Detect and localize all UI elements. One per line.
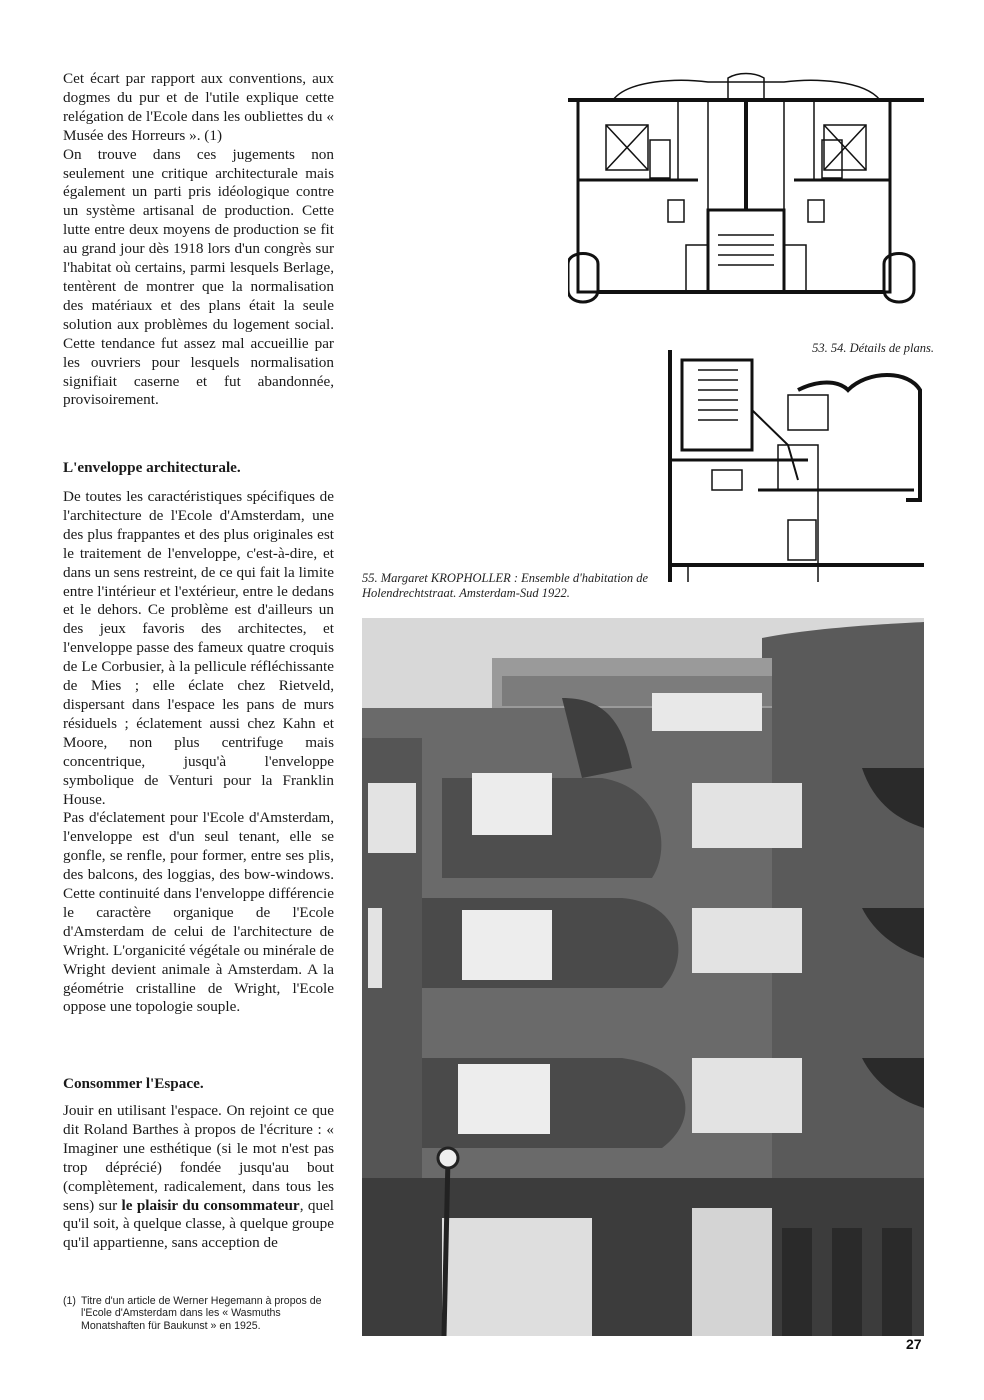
caption-plans: 53. 54. Détails de plans. [812,341,934,355]
section-heading-envelope [63,459,334,478]
text-column-top [63,70,334,410]
page-number: 27 [906,1336,922,1352]
section-heading-space [63,1075,334,1094]
text-column-bottom [63,1102,334,1253]
text-column-middle [63,488,334,1017]
paragraph-5 [63,1102,334,1253]
footnote [63,1295,343,1332]
heading-space: Consommer l'Espace. [63,1075,204,1092]
footnote-number: (1) [63,1295,76,1307]
heading-envelope: L'enveloppe architecturale. [63,459,241,476]
caption-photo: 55. Margaret KROPHOLLER : Ensemble d'habitation de Holendrechtstraat. Amsterdam-Sud 1922. [362,571,649,600]
paragraph-5-bold: le plaisir du consommateur [121,1196,300,1214]
footnote-text: Titre d'un article de Werner Hegemann à propos de l'Ecole d'Amsterdam dans les « Wasmuths Monatshaften für Baukunst » en 1925. [81,1295,322,1332]
paragraph-5-end: , quel qu'il soit, à quelque classe, à quelque groupe qu'il appartienne, sans acception de [63,1196,334,1252]
floor-plan-54 [668,350,924,582]
paragraph-1: Cet écart par rapport aux conventions, aux dogmes du pur et de l'utile explique cette relégation de l'Ecole dans les oubliettes du « Musée des Horreurs ». (1) [63,70,334,144]
paragraph-5-start: Jouir en utilisant l'espace. On rejoint ce que dit Roland Barthes à propos de l'écriture : « Imaginer une esthétique (si le mot n'est pas trop déprécié) fondée jusqu'au bout (complètement, radicalement, dans tous les sens) sur [63,1102,334,1214]
paragraph-3: De toutes les caractéristiques spécifiques de l'architecture de l'Ecole d'Amsterdam, une des plus frappantes et des plus originales est le traitement de l'enveloppe, c'est-à-dire, et dans un sens restreint, de ce qui fait la limite entre l'intérieur et l'extérieur, entre le dedans et le dehors. Ce problème est d'ailleurs un des jeux favoris des architectes, et l'enveloppe passe des fameux quatre croquis de Le Corbusier, à la pellicule réfléchissante de Mies ; elle éclate chez Rietveld, dispersant dans l'espace les pans de murs résiduels ; éclatement aussi chez Kahn et Moore, non plus centrifuge mais concentrique, jusqu'à l'enveloppe symbolique de Venturi pour la Franklin House. [63,488,334,808]
paragraph-2: On trouve dans ces jugements non seulement une critique architecturale mais également un parti pris idéologique contre un système artisanal de production. Cette lutte entre deux moyens de production se fit au grand jour dès 1918 lors d'un congrès sur l'habitat où certains, parmi lesquels Berlage, tentèrent de montrer que la normalisation des matériaux et des plans était la seule solution aux problèmes du logement social. Cette tendance fut assez mal accueillie par les ouvriers pour lesquels normalisation signifiait caserne et fut abandonnée, provisoirement. [63,145,334,409]
paragraph-4: Pas d'éclatement pour l'Ecole d'Amsterdam, l'enveloppe est d'un seul tenant, elle se gonfle, se renfle, pour former, entre ses plis, des balcons, des loggias, des bow-windows. Cette continuité dans l'enveloppe différencie le caractère organique de l'Ecole d'Amsterdam de celui de l'architecture de Wright. L'organicité végétale ou minérale de Wright devient animale à Amsterdam. A la géométrie cristalline de Wright, l'Ecole oppose une topologie souple. [63,809,334,1016]
building-photo [362,618,924,1336]
floor-plan-53 [568,70,924,312]
